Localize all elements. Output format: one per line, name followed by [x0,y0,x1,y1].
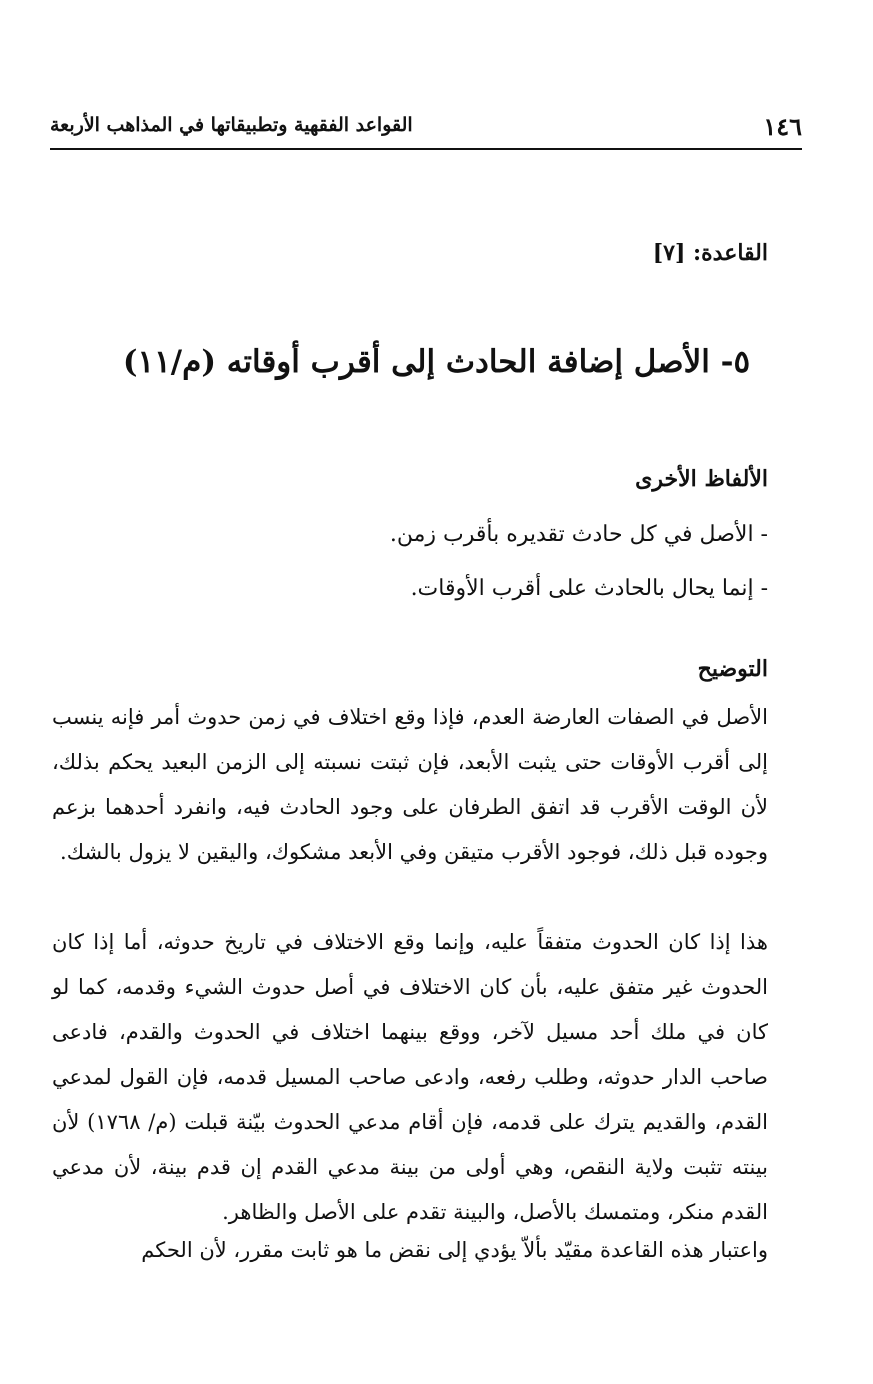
other-wordings-heading: الألفاظ الأخرى [635,466,768,492]
rule-label: القاعدة: [٧] [652,240,768,266]
rule-title: ٥- الأصل إضافة الحادث إلى أقرب أوقاته (م/١١) [122,344,751,380]
page-number: ١٤٦ [763,112,802,141]
page-header [50,108,802,150]
other-wording-item: - إنما يحال بالحادث على أقرب الأوقات. [410,576,768,601]
explanation-paragraph: واعتبار هذه القاعدة مقيّد بألاّ يؤدي إلى نقض ما هو ثابت مقرر، لأن الحكم [141,1238,768,1262]
explanation-heading: التوضيح [697,656,768,682]
other-wording-item: - الأصل في كل حادث تقديره بأقرب زمن. [389,522,768,547]
explanation-paragraph: الأصل في الصفات العارضة العدم، فإذا وقع اختلاف في زمن حدوث أمر فإنه ينسب إلى أقرب الأوقات حتى يثبت الأبعد، فإن ثبتت نسبته إلى الزمن البعيد يحكم بذلك، لأن الوقت الأقرب قد اتفق الطرفان على وجود الحادث فيه، وانفرد أحدهما بزعم وجوده قبل ذلك، فوجود الأقرب متيقن وفي الأبعد مشكوك، واليقين لا يزول بالشك. [52,705,768,864]
explanation-paragraph: هذا إذا كان الحدوث متفقاً عليه، وإنما وقع الاختلاف في تاريخ حدوثه، أما إذا كان الحدوث غير متفق عليه، بأن كان الاختلاف في أصل حدوث الشيء وقدمه، كما لو كان في ملك أحد مسيل لآخر، ووقع بينهما اختلاف في الحدوث والقدم، فادعى صاحب الدار حدوثه، وطلب رفعه، وادعى صاحب المسيل قدمه، فإن القول لمدعي القدم، والقديم يترك على قدمه، فإن أقام مدعي الحدوث بيّنة قبلت (م/ ١٧٦٨) لأن بينته تثبت ولاية النقص، وهي أولى من بينة مدعي القدم إن قدم بينة، لأن مدعي القدم منكر، ومتمسك بالأصل، والبينة تقدم على الأصل والظاهر. [52,930,768,1224]
running-title: القواعد الفقهية وتطبيقاتها في المذاهب الأربعة [50,114,413,136]
